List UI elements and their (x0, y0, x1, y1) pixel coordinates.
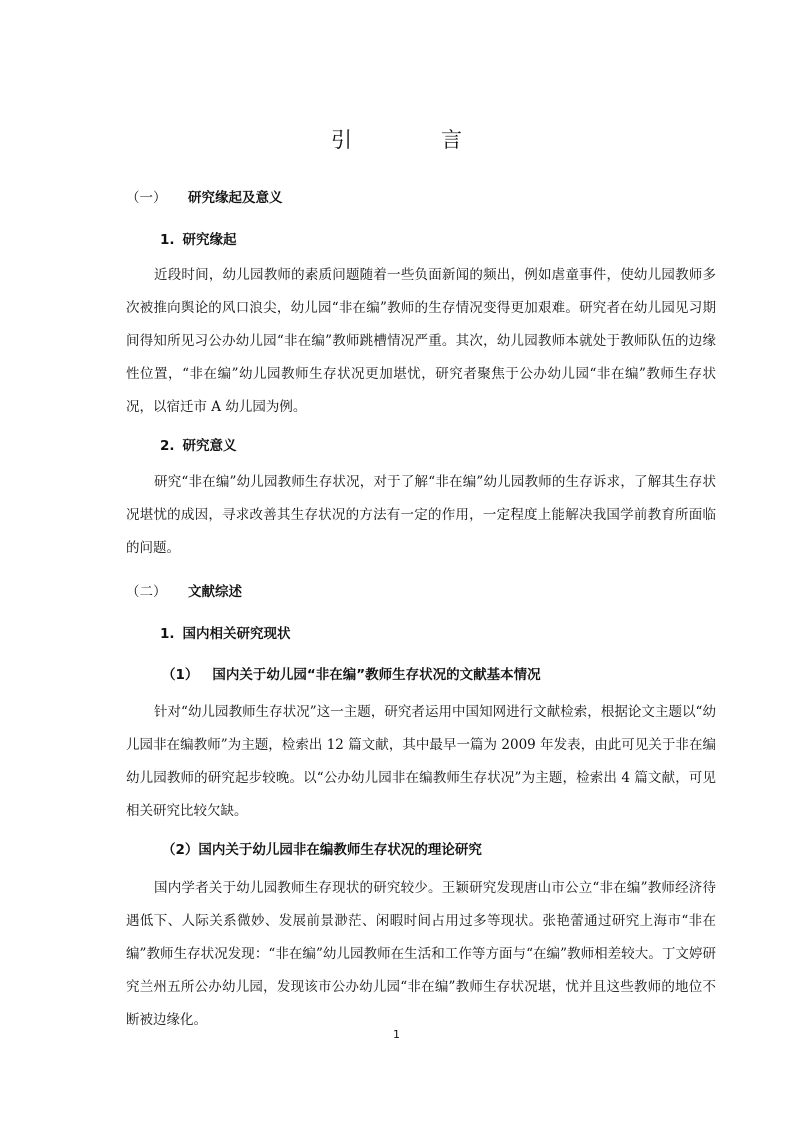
section-number: （二） (126, 584, 167, 600)
item-number: （1） (162, 667, 199, 683)
item-label: 国内关于幼儿园“非在编”教师生存状况的文献基本情况 (212, 667, 541, 683)
subsection-number: 2. (160, 438, 175, 454)
section-heading-1 (126, 186, 716, 206)
subsection-label: 研究缘起 (182, 232, 237, 248)
paragraph-research-origin: 近段时间，幼儿园教师的素质问题随着一些负面新闻的频出，例如虐童事件，使幼儿园教师多次被推向舆论的风口浪尖，幼儿园“非在编”教师的生存情况变得更加艰难。研究者在幼儿园见习期间得知所见习公办幼儿园“非在编”教师跳槽情况严重。其次，幼儿园教师本就处于教师队伍的边缘性位置，“非在编”幼儿园教师生存状况更加堪忧，研究者聚焦于公办幼儿园“非在编”教师生存状况，以宿迁市 A 幼儿园为例。 (126, 267, 716, 415)
item-label: 国内关于幼儿园非在编教师生存状况的理论研究 (198, 842, 482, 858)
item-heading-2 (162, 838, 752, 858)
section-number: （一） (126, 190, 167, 206)
paragraph-literature-overview: 针对“幼儿园教师生存状况”这一主题，研究者运用中国知网进行文献检索，根据论文主题以“幼儿园非在编教师”为主题，检索出 12 篇文献，其中最早一篇为 2009 年发表，由此可见关于非在编幼儿园教师的研究起步较晚。以“公办幼儿园非在编教师生存状况”为主题，检索出 4 篇文献，可见相关研究比较欠缺。 (126, 704, 716, 819)
section-label: 研究缘起及意义 (188, 190, 283, 206)
subsection-label: 国内相关研究现状 (182, 626, 291, 642)
item-number: （2） (162, 842, 199, 858)
item-heading-1 (162, 663, 752, 683)
subsection-number: 1. (160, 232, 175, 248)
paragraph-research-significance: 研究“非在编”幼儿园教师生存状况，对于了解“非在编”幼儿园教师的生存诉求，了解其生存状况堪忧的成因，寻求改善其生存状况的方法有一定的作用，一定程度上能解决我国学前教育所面临的问题。 (126, 474, 716, 556)
section-heading-2 (126, 580, 716, 600)
subsection-heading-1-2 (160, 434, 750, 454)
subsection-label: 研究意义 (182, 438, 237, 454)
section-label: 文献综述 (188, 584, 242, 600)
subsection-number: 1. (160, 626, 175, 642)
subsection-heading-1-1 (160, 228, 750, 248)
page-number: 1 (393, 1028, 400, 1041)
subsection-heading-2-1 (160, 622, 750, 642)
paragraph-theoretical-research: 国内学者关于幼儿园教师生存现状的研究较少。王颖研究发现唐山市公立“非在编”教师经济待遇低下、人际关系微妙、发展前景渺茫、闲暇时间占用过多等现状。张艳蕾通过研究上海市“非在编”教师生存状况发现：“非在编”幼儿园教师在生活和工作等方面与“在编”教师相差较大。丁文婷研究兰州五所公办幼儿园，发现该市公办幼儿园“非在编”教师生存状况堪，忧并且这些教师的地位不断被边缘化。 (126, 880, 716, 1028)
page-title: 引 言 (331, 128, 496, 152)
